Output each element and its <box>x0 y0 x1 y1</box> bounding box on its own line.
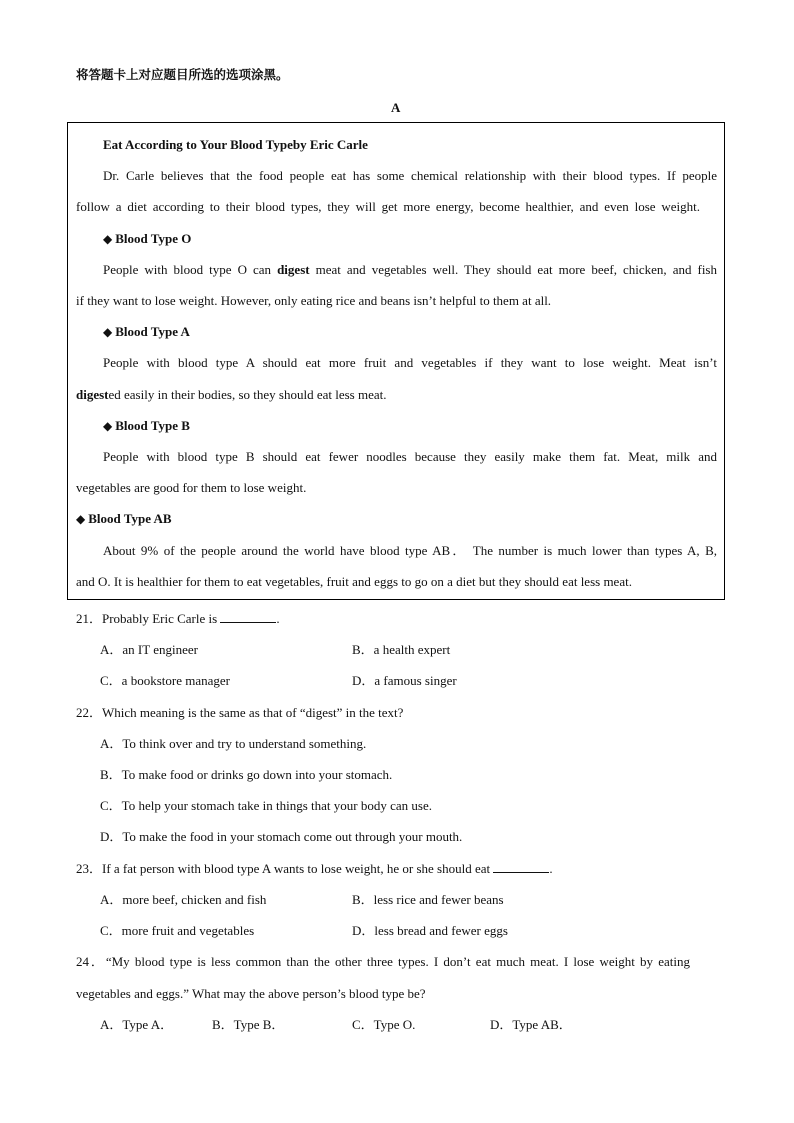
heading-text: Blood Type AB <box>88 511 172 526</box>
stem-text: 21．Probably Eric Carle is <box>76 611 221 626</box>
q22-option-a[interactable]: A．To think over and try to understand something. <box>100 736 367 751</box>
q24-option-c[interactable]: C．Type O. <box>352 1017 416 1032</box>
diamond-icon: ◆ <box>103 325 113 339</box>
text-run: meat and vegetables well. They should eat more beef, chicken, and fish <box>309 262 717 277</box>
q24-option-b[interactable]: B．Type B． <box>212 1017 285 1032</box>
stem-text: 23．If a fat person with blood type A wants to lose weight, he or she should eat <box>76 861 494 876</box>
question-24-stem-line-2: vegetables and eggs.” What may the above person’s blood type be? <box>76 986 426 1001</box>
diamond-icon: ◆ <box>103 419 113 433</box>
q21-option-d[interactable]: D．a famous singer <box>352 673 457 688</box>
q21-option-a[interactable]: A．an IT engineer <box>100 642 198 657</box>
q22-option-d[interactable]: D．To make the food in your stomach come out through your mouth. <box>100 829 463 844</box>
section-label: A <box>391 100 401 115</box>
heading-text: Blood Type B <box>115 418 190 433</box>
text-run: People with blood type O can <box>103 262 278 277</box>
passage-title: Eat According to Your Blood Typeby Eric Carle <box>103 137 368 152</box>
q24-option-a[interactable]: A．Type A． <box>100 1017 174 1032</box>
q23-option-a[interactable]: A．more beef, chicken and fish <box>100 892 267 907</box>
section-heading-ab <box>76 511 172 527</box>
section-o-line-2: if they want to lose weight. However, only eating rice and beans isn’t helpful to them at all. <box>76 293 552 308</box>
stem-text: . <box>276 611 280 626</box>
section-a-line-1: People with blood type A should eat more fruit and vegetables if they want to lose weight. Meat isn’t <box>103 355 717 370</box>
heading-text: Blood Type O <box>115 231 192 246</box>
section-heading-a <box>103 324 190 340</box>
text-run: ed easily in their bodies, so they should eat less meat. <box>108 387 387 402</box>
section-ab-line-2: and O. It is healthier for them to eat vegetables, fruit and eggs to go on a diet but they should eat less meat. <box>76 574 632 589</box>
q21-option-c[interactable]: C．a bookstore manager <box>100 673 230 688</box>
answer-blank[interactable] <box>493 861 549 873</box>
instruction-text: 将答题卡上对应题目所选的选项涂黑。 <box>76 67 289 82</box>
intro-line-1: Dr. Carle believes that the food people eat has some chemical relationship with their blood types. If people <box>103 168 717 183</box>
bold-word-digest: digest <box>76 387 109 402</box>
heading-text: Blood Type A <box>115 324 190 339</box>
section-ab-line-1: About 9% of the people around the world have blood type AB． The number is much lower than types A, B, <box>103 543 717 558</box>
diamond-icon: ◆ <box>76 512 86 526</box>
section-o-line-1 <box>103 262 717 278</box>
answer-blank[interactable] <box>220 611 276 623</box>
section-heading-b <box>103 418 190 434</box>
question-22-stem: 22．Which meaning is the same as that of “digest” in the text? <box>76 705 404 720</box>
q22-option-b[interactable]: B．To make food or drinks go down into your stomach. <box>100 767 393 782</box>
bold-word-digest: digest <box>277 262 310 277</box>
q23-option-c[interactable]: C．more fruit and vegetables <box>100 923 255 938</box>
q23-option-d[interactable]: D．less bread and fewer eggs <box>352 923 508 938</box>
question-21-stem <box>76 611 280 627</box>
section-heading-o <box>103 231 191 247</box>
intro-line-2: follow a diet according to their blood types, they will get more energy, become healthier, and even lose weight. <box>76 199 700 214</box>
section-a-line-2 <box>76 387 387 403</box>
q22-option-c[interactable]: C．To help your stomach take in things that your body can use. <box>100 798 432 813</box>
stem-text: . <box>549 861 553 876</box>
question-23-stem <box>76 861 553 877</box>
q24-option-d[interactable]: D．Type AB． <box>490 1017 572 1032</box>
q23-option-b[interactable]: B．less rice and fewer beans <box>352 892 504 907</box>
q21-option-b[interactable]: B．a health expert <box>352 642 451 657</box>
diamond-icon: ◆ <box>103 232 113 246</box>
section-b-line-1: People with blood type B should eat fewer noodles because they easily make them fat. Meat, milk and <box>103 449 717 464</box>
section-b-line-2: vegetables are good for them to lose weight. <box>76 480 307 495</box>
question-24-stem-line-1: 24．“My blood type is less common than the other three types. I don’t eat much meat. I lose weight by eating <box>76 954 690 969</box>
